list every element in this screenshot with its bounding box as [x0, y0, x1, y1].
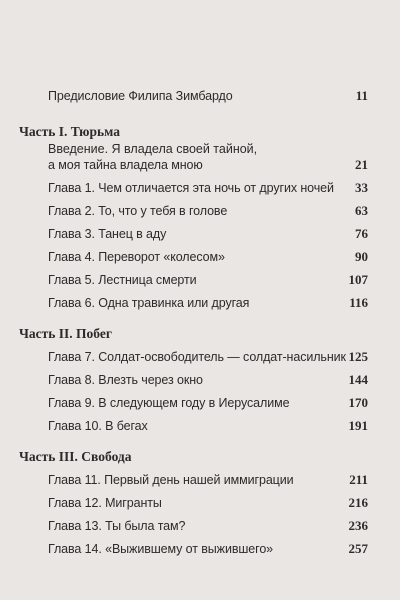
entry-title: Глава 11. Первый день нашей иммиграции [48, 473, 294, 487]
entry-title: Глава 6. Одна травинка или другая [48, 296, 250, 310]
entry-page: 90 [355, 249, 368, 264]
toc-entry-chapter [0, 180, 400, 200]
entry-title: Глава 3. Танец в аду [48, 227, 167, 241]
toc-entry-chapter [0, 541, 400, 561]
entry-page: 191 [348, 418, 368, 433]
entry-title: Глава 5. Лестница смерти [48, 273, 197, 287]
entry-page: 21 [355, 157, 368, 172]
toc-entry-foreword [0, 88, 400, 108]
toc-entry-chapter [0, 295, 400, 315]
part-heading-2: Часть II. Побег [19, 326, 112, 341]
toc-entry-chapter [0, 418, 400, 438]
entry-title: Предисловие Филипа Зимбардо [48, 89, 233, 103]
entry-page: 170 [348, 395, 368, 410]
entry-page: 144 [348, 372, 368, 387]
entry-title: Глава 10. В бегах [48, 419, 148, 433]
entry-title: Глава 8. Влезть через окно [48, 373, 203, 387]
part-heading-3: Часть III. Свобода [19, 449, 132, 464]
entry-title: Глава 14. «Выжившему от выжившего» [48, 542, 274, 556]
intro-title-line1: Введение. Я владела своей тайной, [48, 142, 258, 156]
entry-title: Глава 13. Ты была там? [48, 519, 186, 533]
toc-entry-chapter [0, 372, 400, 392]
toc-entry-chapter [0, 472, 400, 492]
entry-title: а моя тайна владела мною [48, 158, 203, 172]
entry-title: Глава 4. Переворот «колесом» [48, 250, 225, 264]
entry-title: Глава 9. В следующем году в Иерусалиме [48, 396, 290, 410]
entry-page: 33 [355, 180, 368, 195]
entry-title: Глава 1. Чем отличается эта ночь от других ночей [48, 181, 334, 195]
entry-title: Глава 7. Солдат-освободитель — солдат-насильник [48, 350, 346, 364]
entry-page: 125 [348, 349, 368, 364]
entry-page: 11 [355, 88, 368, 103]
toc-entry-chapter [0, 203, 400, 223]
toc-entry-chapter [0, 349, 400, 369]
entry-page: 236 [348, 518, 368, 533]
toc-entry-intro [0, 157, 400, 177]
toc-entry-chapter [0, 226, 400, 246]
toc-entry-chapter [0, 395, 400, 415]
toc-entry-chapter [0, 249, 400, 269]
entry-page: 107 [348, 272, 368, 287]
entry-page: 211 [349, 472, 368, 487]
entry-page: 257 [348, 541, 368, 556]
entry-page: 63 [355, 203, 368, 218]
part-heading-1: Часть I. Тюрьма [19, 124, 120, 139]
entry-title: Глава 12. Мигранты [48, 496, 162, 510]
toc-entry-chapter [0, 495, 400, 515]
entry-title: Глава 2. То, что у тебя в голове [48, 204, 228, 218]
toc-entry-chapter [0, 518, 400, 538]
entry-page: 76 [355, 226, 368, 241]
entry-page: 116 [349, 295, 368, 310]
entry-page: 216 [348, 495, 368, 510]
toc-entry-chapter [0, 272, 400, 292]
